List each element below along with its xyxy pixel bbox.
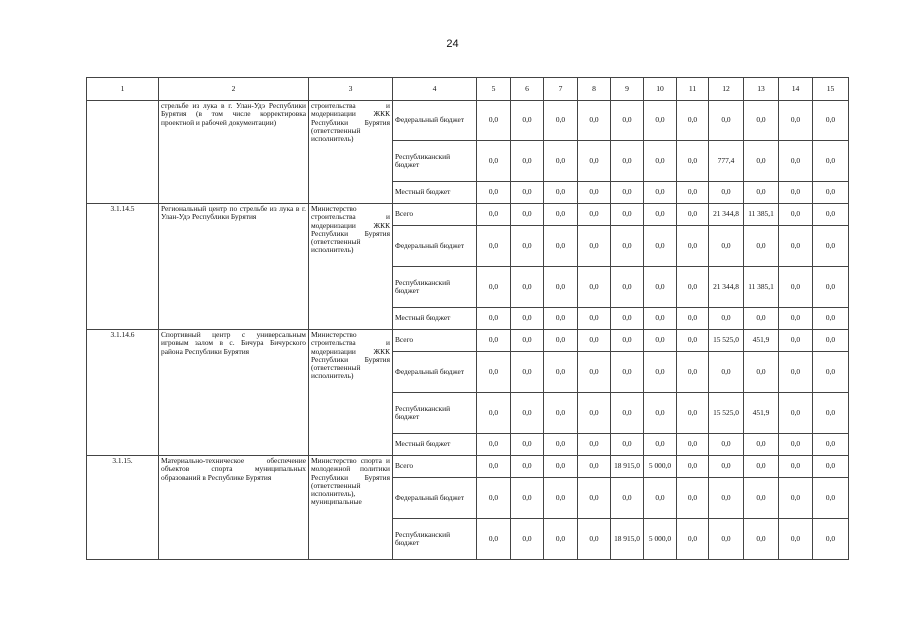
value-cell: 0,0: [544, 141, 578, 182]
value-cell: 0,0: [611, 393, 644, 434]
value-cell: 0,0: [813, 393, 849, 434]
item-executor: Министерство спорта и молодежной политики Республики Бурятия (ответственный исполнитель), муниципальные: [309, 456, 393, 560]
value-cell: 0,0: [744, 456, 779, 478]
value-cell: 0,0: [644, 352, 677, 393]
item-name: стрельбе из лука в г. Улан-Удэ Республики Бурятия (в том числе корректировка проектной и рабочей документации): [159, 101, 309, 204]
value-cell: 0,0: [611, 434, 644, 456]
funding-source: Всего: [393, 456, 477, 478]
value-cell: 0,0: [511, 352, 544, 393]
value-cell: 15 525,0: [709, 330, 744, 352]
value-cell: 0,0: [709, 456, 744, 478]
value-cell: 0,0: [578, 204, 611, 226]
value-cell: 0,0: [813, 182, 849, 204]
value-cell: 0,0: [644, 141, 677, 182]
value-cell: 0,0: [709, 434, 744, 456]
value-cell: 0,0: [611, 352, 644, 393]
value-cell: 0,0: [779, 101, 813, 141]
value-cell: 0,0: [544, 226, 578, 267]
value-cell: 0,0: [477, 226, 511, 267]
value-cell: 0,0: [644, 308, 677, 330]
header-cell: 1: [87, 78, 159, 101]
funding-source: Федеральный бюджет: [393, 352, 477, 393]
value-cell: 0,0: [477, 141, 511, 182]
value-cell: 0,0: [779, 393, 813, 434]
value-cell: 0,0: [578, 434, 611, 456]
value-cell: 0,0: [578, 226, 611, 267]
funding-source: Республиканский бюджет: [393, 141, 477, 182]
value-cell: 0,0: [779, 267, 813, 308]
value-cell: 0,0: [477, 267, 511, 308]
header-cell: 3: [309, 78, 393, 101]
funding-source: Федеральный бюджет: [393, 101, 477, 141]
value-cell: 0,0: [611, 330, 644, 352]
value-cell: 0,0: [813, 141, 849, 182]
funding-source: Местный бюджет: [393, 434, 477, 456]
value-cell: 0,0: [813, 519, 849, 560]
table-row: [87, 204, 849, 226]
item-executor: строительства и модернизации ЖКК Республики Бурятия (ответственный исполнитель): [309, 101, 393, 204]
value-cell: 0,0: [677, 519, 709, 560]
value-cell: 15 525,0: [709, 393, 744, 434]
value-cell: 0,0: [677, 141, 709, 182]
header-cell: 9: [611, 78, 644, 101]
value-cell: 0,0: [544, 478, 578, 519]
value-cell: 0,0: [611, 141, 644, 182]
funding-source: Всего: [393, 330, 477, 352]
value-cell: 0,0: [709, 519, 744, 560]
header-cell: 15: [813, 78, 849, 101]
item-code: 3.1.14.5: [87, 204, 159, 330]
value-cell: 0,0: [779, 204, 813, 226]
value-cell: 0,0: [611, 182, 644, 204]
value-cell: 0,0: [578, 393, 611, 434]
value-cell: 0,0: [477, 182, 511, 204]
funding-source: Местный бюджет: [393, 308, 477, 330]
value-cell: 0,0: [477, 456, 511, 478]
value-cell: 0,0: [779, 352, 813, 393]
value-cell: 0,0: [644, 204, 677, 226]
header-cell: 8: [578, 78, 611, 101]
value-cell: 0,0: [813, 204, 849, 226]
funding-source: Республиканский бюджет: [393, 519, 477, 560]
header-cell: 5: [477, 78, 511, 101]
value-cell: 0,0: [779, 141, 813, 182]
value-cell: 0,0: [578, 182, 611, 204]
value-cell: 0,0: [544, 434, 578, 456]
value-cell: 0,0: [677, 308, 709, 330]
value-cell: 0,0: [744, 478, 779, 519]
header-cell: 2: [159, 78, 309, 101]
item-code: [87, 101, 159, 204]
value-cell: 0,0: [709, 226, 744, 267]
value-cell: 0,0: [744, 141, 779, 182]
value-cell: 0,0: [511, 519, 544, 560]
value-cell: 0,0: [677, 352, 709, 393]
page-number: 24: [446, 38, 459, 50]
value-cell: 0,0: [813, 352, 849, 393]
value-cell: 0,0: [677, 456, 709, 478]
value-cell: 0,0: [709, 478, 744, 519]
value-cell: 0,0: [578, 267, 611, 308]
value-cell: 0,0: [611, 204, 644, 226]
value-cell: 0,0: [511, 456, 544, 478]
header-cell: 14: [779, 78, 813, 101]
funding-source: Местный бюджет: [393, 182, 477, 204]
value-cell: 18 915,0: [611, 456, 644, 478]
value-cell: 11 385,1: [744, 204, 779, 226]
value-cell: 0,0: [544, 101, 578, 141]
header-cell: 12: [709, 78, 744, 101]
value-cell: 0,0: [644, 434, 677, 456]
header-cell: 11: [677, 78, 709, 101]
header-cell: 6: [511, 78, 544, 101]
value-cell: 0,0: [644, 101, 677, 141]
value-cell: 18 915,0: [611, 519, 644, 560]
header-cell: 13: [744, 78, 779, 101]
value-cell: 0,0: [779, 456, 813, 478]
value-cell: 0,0: [644, 478, 677, 519]
funding-source: Федеральный бюджет: [393, 226, 477, 267]
value-cell: 0,0: [779, 308, 813, 330]
value-cell: 0,0: [677, 393, 709, 434]
value-cell: 0,0: [578, 308, 611, 330]
value-cell: 0,0: [544, 352, 578, 393]
value-cell: 0,0: [578, 352, 611, 393]
value-cell: 0,0: [477, 352, 511, 393]
value-cell: 0,0: [511, 182, 544, 204]
value-cell: 0,0: [511, 204, 544, 226]
value-cell: 0,0: [813, 308, 849, 330]
value-cell: 0,0: [477, 101, 511, 141]
table-body: [87, 78, 849, 560]
value-cell: 0,0: [477, 393, 511, 434]
value-cell: 0,0: [511, 267, 544, 308]
value-cell: 0,0: [611, 101, 644, 141]
value-cell: 0,0: [511, 393, 544, 434]
item-name: Спортивный центр с универсальным игровым залом в с. Бичура Бичурского района Республики Бурятия: [159, 330, 309, 456]
value-cell: 0,0: [813, 101, 849, 141]
value-cell: 0,0: [511, 308, 544, 330]
table-row: [87, 101, 849, 141]
value-cell: 0,0: [813, 330, 849, 352]
value-cell: 0,0: [709, 101, 744, 141]
value-cell: 0,0: [644, 267, 677, 308]
value-cell: 0,0: [611, 478, 644, 519]
value-cell: 0,0: [511, 226, 544, 267]
value-cell: 0,0: [544, 204, 578, 226]
value-cell: 0,0: [578, 456, 611, 478]
table-row: [87, 330, 849, 352]
value-cell: 0,0: [744, 226, 779, 267]
value-cell: 0,0: [578, 101, 611, 141]
value-cell: 0,0: [677, 204, 709, 226]
value-cell: 0,0: [813, 434, 849, 456]
value-cell: 0,0: [511, 478, 544, 519]
value-cell: 0,0: [611, 226, 644, 267]
value-cell: 0,0: [677, 478, 709, 519]
value-cell: 21 344,8: [709, 204, 744, 226]
value-cell: 0,0: [744, 519, 779, 560]
budget-table: [86, 77, 849, 560]
value-cell: 0,0: [644, 393, 677, 434]
item-name: Региональный центр по стрельбе из лука в г. Улан-Удэ Республики Бурятия: [159, 204, 309, 330]
header-cell: 10: [644, 78, 677, 101]
value-cell: 0,0: [644, 330, 677, 352]
value-cell: 0,0: [544, 330, 578, 352]
value-cell: 0,0: [709, 308, 744, 330]
value-cell: 0,0: [677, 182, 709, 204]
funding-source: Федеральный бюджет: [393, 478, 477, 519]
value-cell: 0,0: [709, 352, 744, 393]
value-cell: 0,0: [744, 182, 779, 204]
value-cell: 0,0: [779, 434, 813, 456]
item-code: 3.1.15.: [87, 456, 159, 560]
value-cell: 0,0: [813, 226, 849, 267]
value-cell: 0,0: [477, 519, 511, 560]
value-cell: 0,0: [677, 226, 709, 267]
value-cell: 0,0: [611, 267, 644, 308]
value-cell: 0,0: [744, 101, 779, 141]
value-cell: 0,0: [544, 393, 578, 434]
value-cell: 0,0: [744, 308, 779, 330]
item-executor: Министерство строительства и модернизации ЖКК Республики Бурятия (ответственный исполнитель): [309, 330, 393, 456]
value-cell: 0,0: [611, 308, 644, 330]
table-row: [87, 456, 849, 478]
value-cell: 0,0: [477, 308, 511, 330]
value-cell: 0,0: [779, 226, 813, 267]
value-cell: 0,0: [511, 141, 544, 182]
value-cell: 0,0: [477, 478, 511, 519]
value-cell: 0,0: [644, 182, 677, 204]
value-cell: 0,0: [744, 352, 779, 393]
value-cell: 0,0: [677, 330, 709, 352]
value-cell: 0,0: [477, 434, 511, 456]
value-cell: 0,0: [544, 267, 578, 308]
item-executor: Министерство строительства и модернизации ЖКК Республики Бурятия (ответственный исполнитель): [309, 204, 393, 330]
funding-source: Республиканский бюджет: [393, 267, 477, 308]
value-cell: 0,0: [744, 434, 779, 456]
value-cell: 0,0: [544, 519, 578, 560]
value-cell: 5 000,0: [644, 519, 677, 560]
value-cell: 0,0: [544, 308, 578, 330]
header-row: [87, 78, 849, 101]
value-cell: 0,0: [813, 267, 849, 308]
value-cell: 0,0: [511, 434, 544, 456]
value-cell: 0,0: [477, 204, 511, 226]
value-cell: 0,0: [511, 330, 544, 352]
value-cell: 0,0: [813, 456, 849, 478]
value-cell: 0,0: [511, 101, 544, 141]
value-cell: 0,0: [477, 330, 511, 352]
value-cell: 0,0: [779, 478, 813, 519]
item-name: Материально-техническое обеспечение объектов спорта муниципальных образований в Республике Бурятия: [159, 456, 309, 560]
value-cell: 0,0: [677, 267, 709, 308]
value-cell: 0,0: [644, 226, 677, 267]
value-cell: 0,0: [779, 182, 813, 204]
value-cell: 0,0: [578, 330, 611, 352]
value-cell: 0,0: [544, 456, 578, 478]
funding-source: Всего: [393, 204, 477, 226]
value-cell: 0,0: [779, 330, 813, 352]
value-cell: 0,0: [578, 519, 611, 560]
value-cell: 0,0: [578, 141, 611, 182]
value-cell: 0,0: [677, 101, 709, 141]
value-cell: 777,4: [709, 141, 744, 182]
value-cell: 11 385,1: [744, 267, 779, 308]
value-cell: 0,0: [779, 519, 813, 560]
header-cell: 4: [393, 78, 477, 101]
value-cell: 5 000,0: [644, 456, 677, 478]
value-cell: 451,9: [744, 330, 779, 352]
funding-source: Республиканский бюджет: [393, 393, 477, 434]
value-cell: 0,0: [677, 434, 709, 456]
value-cell: 0,0: [709, 182, 744, 204]
value-cell: 0,0: [813, 478, 849, 519]
header-cell: 7: [544, 78, 578, 101]
value-cell: 451,9: [744, 393, 779, 434]
value-cell: 21 344,8: [709, 267, 744, 308]
item-code: 3.1.14.6: [87, 330, 159, 456]
value-cell: 0,0: [578, 478, 611, 519]
value-cell: 0,0: [544, 182, 578, 204]
